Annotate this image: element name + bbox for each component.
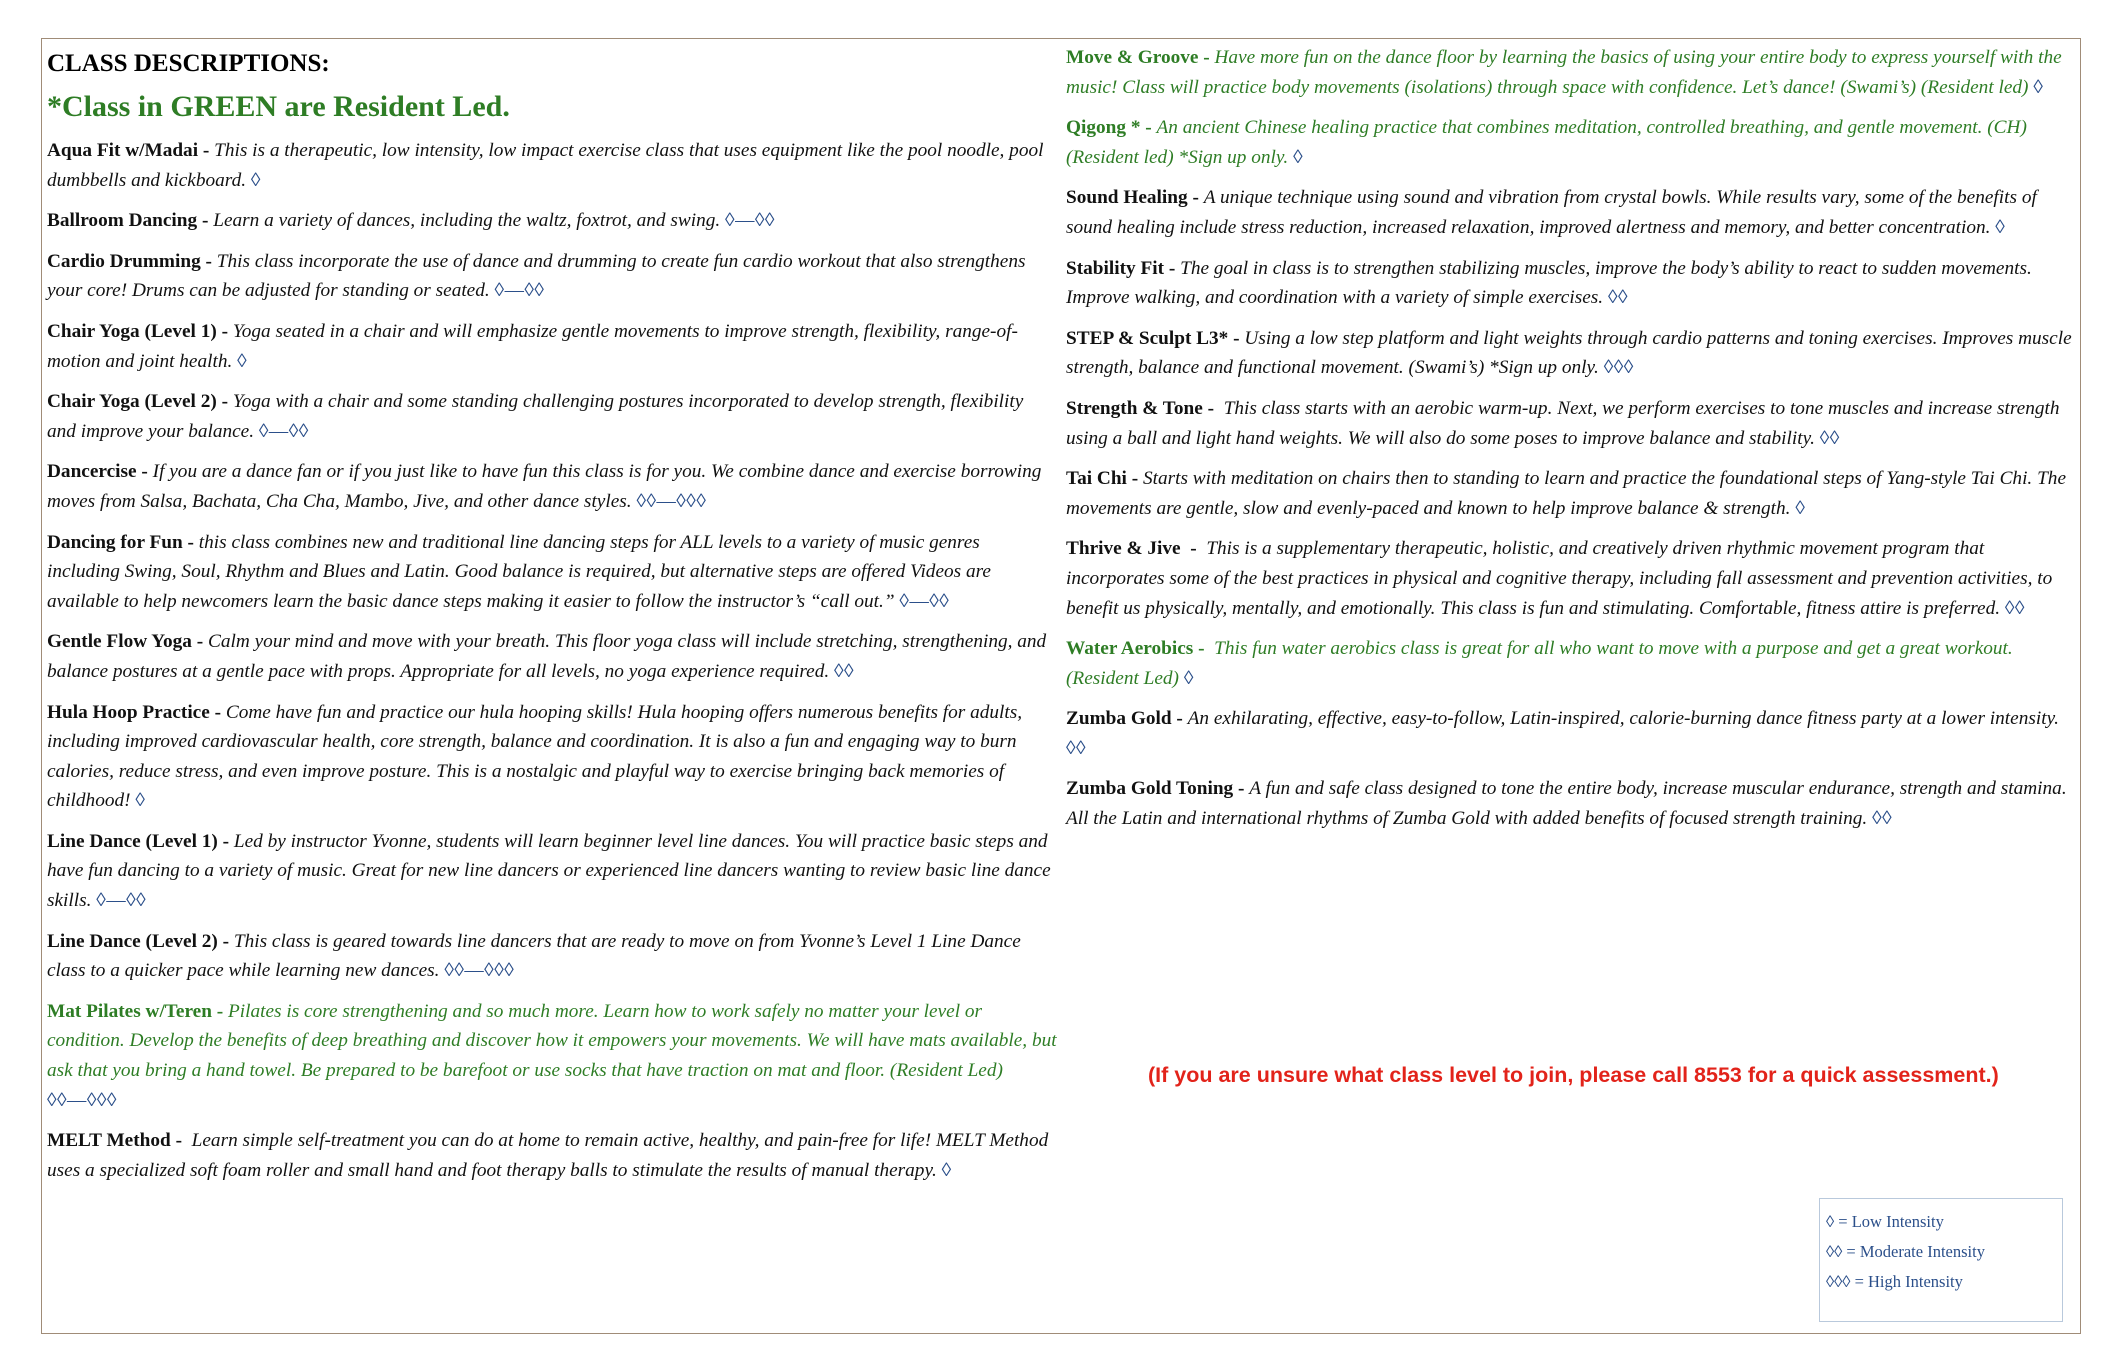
class-separator: - [216, 320, 233, 342]
class-entry [47, 206, 1057, 236]
intensity-rating: ◊—◊◊ [725, 210, 775, 232]
class-separator: - [197, 210, 214, 232]
class-description: Led by instructor Yvonne, students will learn beginner level line dances. You will practice basic steps and have fun dancing to a variety of music. Great for new line dancers or experienced line dancers wanting to review basic line dance skills. [47, 830, 1051, 912]
class-separator: - [1171, 708, 1188, 730]
class-description: An ancient Chinese healing practice that combines meditation, controlled breathing, and gentle movement. (CH) (Resident led) *Sign up only. [1066, 117, 2027, 168]
class-separator: - [1140, 117, 1157, 139]
class-description: This fun water aerobics class is great for all who want to move with a purpose and get a great workout. (Resident Led) [1066, 638, 2013, 689]
class-description: Come have fun and practice our hula hooping skills! Hula hooping offers numerous benefits for adults, including improved cardiovascular health, core strength, balance and coordination. It is also a fun and engaging way to burn calories, reduce stress, and even improve posture. This is a nostalgic and playful way to exercise bringing back memories of childhood! [47, 701, 1023, 812]
class-entry [47, 698, 1057, 816]
intensity-rating: ◊◊◊ [1603, 357, 1634, 379]
class-entry [1066, 394, 2076, 453]
left-column [47, 47, 1057, 1196]
intensity-rating: ◊—◊◊ [899, 590, 950, 612]
class-name: Sound Healing [1066, 187, 1188, 209]
class-name: STEP & Sculpt L3* [1066, 327, 1229, 349]
class-name: Stability Fit [1066, 257, 1165, 279]
class-name: Chair Yoga (Level 2) [47, 391, 217, 413]
class-entry [1066, 324, 2076, 383]
class-description: Yoga seated in a chair and will emphasize gentle movements to improve strength, flexibility, range-of-motion and joint health. [47, 320, 1018, 372]
class-separator: - [170, 1130, 192, 1152]
class-name: Zumba Gold Toning [1066, 778, 1234, 800]
class-separator: - [209, 701, 226, 723]
class-entry [47, 827, 1057, 916]
intensity-legend [1819, 1198, 2063, 1322]
intensity-rating: ◊◊ [1819, 427, 1840, 449]
intensity-rating: ◊ [237, 350, 248, 372]
class-description: A unique technique using sound and vibration from crystal bowls. While results vary, some of the benefits of sound healing include stress reduction, increased relaxation, improved alertness and memory, and better concentration. [1066, 187, 2037, 238]
class-description: Yoga with a chair and some standing challenging postures incorporated to develop strength, flexibility and improve your balance. [47, 391, 1024, 442]
class-name: Strength & Tone [1066, 397, 1203, 419]
class-separator: - [198, 140, 215, 161]
class-entry [47, 247, 1057, 306]
intensity-rating: ◊◊—◊◊◊ [444, 960, 515, 982]
class-entry [47, 927, 1057, 986]
resident-led-note: *Class in GREEN are Resident Led. [47, 90, 510, 123]
class-entry [47, 317, 1057, 376]
class-entry [1066, 464, 2076, 523]
class-description: Calm your mind and move with your breath. This floor yoga class will include stretching, strengthening, and balance postures at a gentle pace with props. Appropriate for all levels, no yoga experience required. [47, 631, 1047, 682]
intensity-rating: ◊◊—◊◊◊ [47, 1089, 117, 1111]
class-description: This class is geared towards line dancers that are ready to move on from Yvonne’s Level 1 Line Dance class to a quicker pace while learning new dances. [47, 930, 1021, 982]
intensity-rating: ◊◊ [1066, 737, 1087, 759]
class-separator: - [1187, 187, 1204, 209]
right-column [1066, 43, 2076, 845]
class-name: Ballroom Dancing [47, 210, 198, 232]
class-entry [1066, 634, 2076, 693]
class-description: Learn simple self-treatment you can do at home to remain active, healthy, and pain-free for life! MELT Method uses a specialized soft foam roller and small hand and foot therapy balls to stimulate the results of manual therapy. [47, 1130, 1049, 1181]
class-separator: - [1180, 538, 1207, 560]
class-separator: - [217, 830, 234, 852]
right-class-list [1066, 43, 2076, 834]
class-entry [1066, 704, 2076, 763]
class-separator: - [211, 1000, 228, 1022]
class-entry [47, 627, 1057, 686]
class-entry [47, 997, 1057, 1115]
class-description: Starts with meditation on chairs then to standing to learn and practice the foundational steps of Yang-style Tai Chi. The movements are gentle, slow and evenly-paced and known to help improve balance & strength. [1066, 468, 2066, 519]
class-description: This is a supplementary therapeutic, holistic, and creatively driven rhythmic movement program that incorporates some of the best practices in physical and cognitive therapy, including fall assessment and prevention activities, to benefit us physically, mentally, and emotionally. This class is fun and stimulating. Comfortable, fitness attire is preferred. [1066, 538, 2053, 619]
class-description: Learn a variety of dances, including the waltz, foxtrot, and swing. [213, 210, 721, 232]
class-description: The goal in class is to strengthen stabilizing muscles, improve the body’s ability to react to sudden movements. Improve walking, and coordination with a variety of simple exercises. [1066, 257, 2032, 309]
class-description: Have more fun on the dance floor by learning the basics of using your entire body to express yourself with the music! Class will practice body movements (isolations) through space with confidence. Let’s dance! (Swami’s) (Resident led) [1066, 47, 2062, 98]
intensity-rating: ◊◊ [1607, 287, 1628, 309]
class-separator: - [1198, 47, 1215, 68]
intensity-rating: ◊ [135, 790, 146, 812]
class-name: Thrive & Jive [1066, 538, 1181, 560]
class-name: Hula Hoop Practice [47, 701, 210, 723]
intensity-rating: ◊◊ [2004, 597, 2025, 619]
class-name: Qigong * [1066, 117, 1141, 139]
page-title: CLASS DESCRIPTIONS: [47, 50, 330, 77]
class-description: This class starts with an aerobic warm-up. Next, we perform exercises to tone muscles and increase strength using a ball and light hand weights. We will also do some poses to improve balance and stability. [1066, 397, 2060, 449]
intensity-rating: ◊—◊◊ [258, 420, 309, 442]
class-description: Pilates is core strengthening and so much more. Learn how to work safely no matter your level or condition. Develop the benefits of deep breathing and discover how it empowers your movements. We will have mats available, but ask that you bring a hand towel. Be prepared to be barefoot or use socks that have traction on mat and floor. (Resident Led) [47, 1000, 1057, 1082]
class-name: Aqua Fit w/Madai [47, 140, 199, 161]
legend-low: ◊ = Low Intensity [1826, 1212, 1944, 1231]
intensity-rating: ◊ [1995, 216, 2006, 238]
class-entry [47, 387, 1057, 446]
class-name: Mat Pilates w/Teren [47, 1000, 212, 1022]
class-separator: - [182, 531, 199, 553]
legend-high: ◊◊◊ = High Intensity [1826, 1272, 1963, 1291]
assessment-callout: (If you are unsure what class level to join, please call 8553 for a quick assessment.) [1148, 1063, 1999, 1087]
class-name: MELT Method [47, 1130, 171, 1152]
class-entry [47, 136, 1057, 195]
class-separator: - [1233, 778, 1250, 800]
class-separator: - [191, 631, 209, 653]
class-separator: - [1126, 468, 1143, 490]
intensity-rating: ◊ [1795, 497, 1806, 519]
intensity-rating: ◊ [941, 1159, 952, 1181]
class-name: Chair Yoga (Level 1) [47, 320, 217, 342]
class-name: Tai Chi [1066, 468, 1127, 490]
intensity-rating: ◊ [1293, 146, 1304, 168]
class-description: this class combines new and traditional line dancing steps for ALL levels to a variety of music genres including Swing, Soul, Rhythm and Blues and Latin. Good balance is required, but alternative steps are offered Videos are available to help newcomers learn the basic dance steps making it easier to follow the instructor’s “call out.” [47, 531, 991, 612]
class-entry [47, 528, 1057, 617]
intensity-rating: ◊ [2033, 76, 2044, 98]
class-description: If you are a dance fan or if you just like to have fun this class is for you. We combine dance and exercise borrowing moves from Salsa, Bachata, Cha Cha, Mambo, Jive, and other dance styles. [47, 461, 1042, 512]
class-entry [1066, 43, 2076, 102]
class-separator: - [200, 250, 217, 272]
class-description: An exhilarating, effective, easy-to-follow, Latin-inspired, calorie-burning dance fitness party at a lower intensity. [1187, 708, 2059, 730]
class-name: Gentle Flow Yoga [47, 631, 192, 653]
class-description: This class incorporate the use of dance and drumming to create fun cardio workout that also strengthens your core! Drums can be adjusted for standing or seated. [47, 250, 1026, 302]
class-separator: - [1164, 257, 1181, 279]
class-name: Dancercise [47, 461, 137, 483]
class-separator: - [216, 391, 233, 413]
class-name: Dancing for Fun [47, 531, 183, 553]
legend-moderate: ◊◊ = Moderate Intensity [1826, 1242, 1985, 1261]
class-name: Zumba Gold [1066, 708, 1172, 730]
class-separator: - [1193, 638, 1215, 660]
class-description: This is a therapeutic, low intensity, low impact exercise class that uses equipment like the pool noodle, pool dumbbells and kickboard. [47, 140, 1044, 191]
intensity-rating: ◊◊—◊◊◊ [636, 490, 707, 512]
intensity-rating: ◊ [250, 169, 261, 191]
class-separator: - [1202, 397, 1224, 419]
class-name: Line Dance (Level 1) [47, 830, 218, 852]
class-entry [1066, 183, 2076, 242]
class-entry [1066, 254, 2076, 313]
class-separator: - [217, 930, 234, 952]
class-entry [1066, 113, 2076, 172]
intensity-rating: ◊◊ [1872, 808, 1893, 830]
intensity-rating: ◊—◊◊ [96, 890, 147, 912]
left-class-list [47, 136, 1057, 1185]
class-entry [1066, 774, 2076, 833]
class-entry [1066, 534, 2076, 623]
intensity-rating: ◊ [1183, 667, 1194, 689]
class-description: Using a low step platform and light weights through cardio patterns and toning exercises. Improves muscle strength, balance and functional movement. (Swami’s) *Sign up only. [1066, 327, 2072, 379]
class-separator: - [136, 461, 153, 483]
intensity-rating: ◊◊ [834, 660, 855, 682]
class-description: A fun and safe class designed to tone the entire body, increase muscular endurance, strength and stamina. All the Latin and international rhythms of Zumba Gold with added benefits of focused strength training. [1066, 778, 2067, 830]
class-name: Move & Groove [1066, 47, 1199, 68]
class-name: Water Aerobics [1066, 638, 1194, 660]
class-separator: - [1228, 327, 1245, 349]
class-entry [47, 1126, 1057, 1185]
intensity-rating: ◊—◊◊ [494, 280, 545, 302]
class-entry [47, 457, 1057, 516]
class-name: Line Dance (Level 2) [47, 930, 218, 952]
class-name: Cardio Drumming [47, 250, 201, 272]
